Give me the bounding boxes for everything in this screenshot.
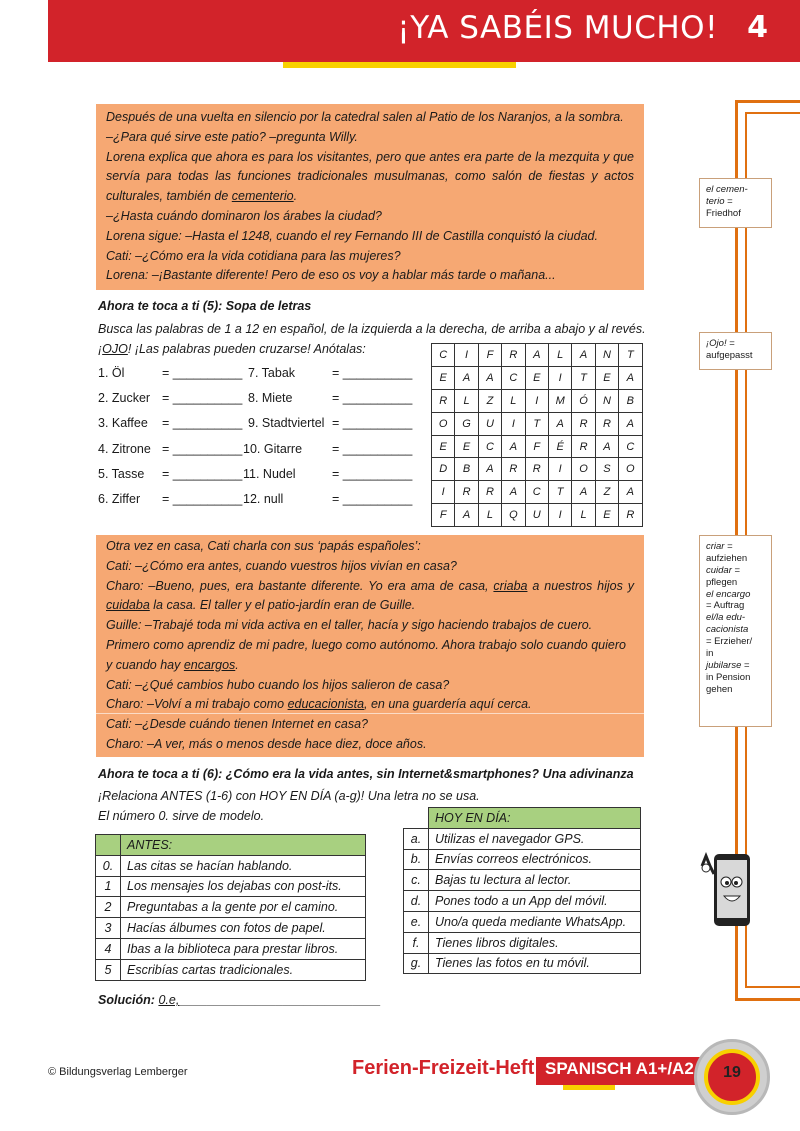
hoy-row-label: g.: [404, 953, 429, 974]
side-rail-inner-bottom: [745, 986, 800, 988]
vocab-educacionista: educacionista: [287, 697, 365, 712]
antes-row-label: 2: [96, 897, 121, 918]
hoy-row-text: Bajas tu lectura al lector.: [429, 870, 641, 891]
exercise-6-instructions: ¡Relaciona ANTES (1-6) con HOY EN DÍA (a-g)! Una letra no se usa.: [98, 789, 480, 803]
grid-cell[interactable]: B: [455, 458, 478, 481]
hoy-row-text: Envías correos electrónicos.: [429, 849, 641, 870]
grid-cell[interactable]: F: [525, 435, 548, 458]
grid-cell[interactable]: B: [619, 389, 642, 412]
grid-cell[interactable]: R: [478, 481, 501, 504]
hoy-row: [404, 932, 641, 953]
antes-row-text: Los mensajes los dejabas con post-its.: [121, 876, 366, 897]
grid-cell[interactable]: A: [502, 435, 525, 458]
hoy-header-row: [404, 808, 641, 829]
vocab-note-cementerio: el cemen- terio = Friedhof: [699, 178, 772, 228]
answer-blank[interactable]: = __________: [162, 416, 243, 430]
grid-row: [432, 504, 643, 527]
side-rail-inner-top: [745, 112, 800, 114]
grid-cell[interactable]: R: [525, 458, 548, 481]
hoy-header: HOY EN DÍA:: [429, 808, 641, 829]
hoy-row-text: Tienes libros digitales.: [429, 932, 641, 953]
antes-row-text: Hacías álbumes con fotos de papel.: [121, 918, 366, 939]
grid-cell[interactable]: I: [548, 366, 571, 389]
grid-cell[interactable]: T: [548, 481, 571, 504]
hoy-row-text: Utilizas el navegador GPS.: [429, 828, 641, 849]
grid-cell[interactable]: É: [548, 435, 571, 458]
grid-cell[interactable]: A: [478, 458, 501, 481]
grid-cell[interactable]: C: [619, 435, 642, 458]
grid-cell[interactable]: E: [455, 435, 478, 458]
grid-row: [432, 366, 643, 389]
chapter-number: 4: [747, 10, 768, 45]
grid-cell[interactable]: L: [502, 389, 525, 412]
grid-cell[interactable]: N: [595, 389, 618, 412]
vocab-note-box2: criar = aufziehen cuidar = pflegen el encargo = Auftrag el/la edu- cacionista = Erzieher/ in jubilarse = in Pension gehen: [699, 535, 772, 727]
antes-row-label: 0.: [96, 855, 121, 876]
vocab-cementerio: cementerio: [231, 189, 294, 204]
answer-blank[interactable]: = __________: [332, 467, 413, 481]
smartphone-mascot-icon: [700, 852, 752, 928]
hoy-row: [404, 911, 641, 932]
series-title: Ferien-Freizeit-Heft: [352, 1057, 535, 1079]
answer-blank[interactable]: = __________: [162, 442, 243, 456]
grid-cell[interactable]: Q: [502, 504, 525, 527]
hoy-row: [404, 828, 641, 849]
grid-cell[interactable]: D: [432, 458, 455, 481]
grid-cell[interactable]: I: [432, 481, 455, 504]
antes-row-text: Ibas a la biblioteca para prestar libros.: [121, 938, 366, 959]
hoy-row: [404, 849, 641, 870]
grid-row: [432, 389, 643, 412]
grid-cell[interactable]: R: [572, 435, 595, 458]
vocab-cuidaba: cuidaba: [106, 598, 150, 613]
grid-cell[interactable]: A: [619, 366, 642, 389]
vocab-note-ojo: ¡Ojo! = aufgepasst: [699, 332, 772, 370]
grid-cell[interactable]: R: [595, 412, 618, 435]
grid-cell[interactable]: A: [619, 412, 642, 435]
grid-cell[interactable]: Z: [478, 389, 501, 412]
box-divider: [96, 713, 644, 714]
grid-cell[interactable]: L: [478, 504, 501, 527]
antes-header-row: [96, 835, 366, 856]
grid-cell[interactable]: C: [478, 435, 501, 458]
grid-cell[interactable]: C: [432, 344, 455, 367]
hoy-row-text: Uno/a queda mediante WhatsApp.: [429, 911, 641, 932]
antes-row: [96, 959, 366, 980]
grid-cell[interactable]: O: [432, 412, 455, 435]
grid-cell[interactable]: L: [455, 389, 478, 412]
grid-cell[interactable]: R: [619, 504, 642, 527]
answer-blank[interactable]: = __________: [162, 391, 243, 405]
antes-table: [95, 834, 366, 981]
grid-row: [432, 481, 643, 504]
answer-blank[interactable]: = __________: [332, 492, 413, 506]
exercise-6-model-note: El número 0. sirve de modelo.: [98, 809, 265, 823]
antes-row: [96, 918, 366, 939]
grid-row: [432, 412, 643, 435]
answer-blank[interactable]: = __________: [162, 366, 243, 380]
solution-value: 0.e,: [158, 993, 180, 1007]
hoy-row-label: d.: [404, 891, 429, 912]
grid-cell[interactable]: A: [595, 435, 618, 458]
exercise-6-title: Ahora te toca a ti (6): ¿Cómo era la vida antes, sin Internet&smartphones? Una adivinanza: [98, 767, 634, 781]
antes-row-label: 1: [96, 876, 121, 897]
antes-row-label: 3: [96, 918, 121, 939]
grid-cell[interactable]: Z: [595, 481, 618, 504]
grid-row: [432, 435, 643, 458]
grid-cell[interactable]: S: [595, 458, 618, 481]
hoy-row-text: Pones todo a un App del móvil.: [429, 891, 641, 912]
hoy-row-label: f.: [404, 932, 429, 953]
grid-cell[interactable]: N: [595, 344, 618, 367]
grid-cell[interactable]: A: [478, 366, 501, 389]
answer-blank[interactable]: = __________: [332, 442, 413, 456]
grid-cell[interactable]: F: [432, 504, 455, 527]
answer-blank[interactable]: = __________: [162, 467, 243, 481]
antes-row: [96, 938, 366, 959]
level-label: SPANISCH A1+/A2: [545, 1059, 694, 1078]
grid-cell[interactable]: L: [572, 504, 595, 527]
side-rail-bottom: [735, 998, 800, 1001]
grid-row: [432, 458, 643, 481]
vocab-criaba: criaba: [493, 578, 528, 593]
antes-row-text: Escribías cartas tradicionales.: [121, 959, 366, 980]
grid-cell[interactable]: A: [572, 344, 595, 367]
hoy-row-label: a.: [404, 828, 429, 849]
hoy-row-label: c.: [404, 870, 429, 891]
grid-cell[interactable]: I: [548, 458, 571, 481]
grid-cell[interactable]: A: [525, 344, 548, 367]
answer-blank[interactable]: = __________: [332, 391, 413, 405]
antes-row-text: Preguntabas a la gente por el camino.: [121, 897, 366, 918]
grid-cell[interactable]: F: [478, 344, 501, 367]
grid-row: [432, 344, 643, 367]
antes-row: [96, 897, 366, 918]
page-number: 19: [723, 1064, 741, 1081]
grid-cell[interactable]: E: [432, 366, 455, 389]
antes-row: [96, 876, 366, 897]
footer-accent-stripe: [563, 1085, 615, 1090]
grid-cell[interactable]: M: [548, 389, 571, 412]
grid-cell[interactable]: L: [548, 344, 571, 367]
grid-cell[interactable]: C: [502, 366, 525, 389]
grid-cell[interactable]: T: [525, 412, 548, 435]
hoy-table: [403, 807, 641, 974]
hoy-row-text: Tienes las fotos en tu móvil.: [429, 953, 641, 974]
word-search-grid[interactable]: [431, 343, 643, 527]
grid-cell[interactable]: G: [455, 412, 478, 435]
grid-cell[interactable]: A: [502, 481, 525, 504]
hoy-row: [404, 870, 641, 891]
grid-cell[interactable]: I: [455, 344, 478, 367]
antes-row-label: 4: [96, 938, 121, 959]
grid-cell[interactable]: A: [455, 366, 478, 389]
grid-cell[interactable]: I: [548, 504, 571, 527]
grid-cell[interactable]: I: [502, 412, 525, 435]
vocab-encargos: encargos: [183, 657, 236, 672]
exercise-5-instructions: Busca las palabras de 1 a 12 en español, de la izquierda a la derecha, de arriba a abajo y al revés.: [98, 322, 646, 336]
answer-blank[interactable]: = __________: [162, 492, 243, 506]
grid-cell[interactable]: A: [619, 481, 642, 504]
antes-header: ANTES:: [121, 835, 366, 856]
grid-cell[interactable]: T: [572, 366, 595, 389]
page-title: ¡YA SABÉIS MUCHO!: [397, 10, 718, 46]
exercise-5-title: Ahora te toca a ti (5): Sopa de letras: [98, 299, 312, 313]
grid-cell[interactable]: E: [432, 435, 455, 458]
grid-cell[interactable]: C: [525, 481, 548, 504]
reading-box-cathedral: Después de una vuelta en silencio por la catedral salen al Patio de los Naranjos, a la sombra. –¿Para qué sirve este patio? –pregunta Willy. Lorena explica que ahora es para los visitantes, pero que antes era parte de la mezquita y que servía para todas las funciones tradicionales musulmanas, como salón de fiestas y actos culturales, también de cementerio. –¿Hasta cuándo dominaron los árabes la ciudad? Lorena sigue: –Hasta el 1248, cuando el rey Fernando III de Castilla conquistó la ciudad. Cati: –¿Cómo era la vida cotidiana para las mujeres? Lorena: –¡Bastante diferente! Pero de eso os voy a hablar más tarde o mañana...: [96, 104, 644, 290]
grid-cell[interactable]: E: [595, 504, 618, 527]
solution-line[interactable]: Solución: 0.e,_____________________________: [98, 993, 381, 1007]
solution-label: Solución:: [98, 993, 155, 1007]
antes-row: [96, 855, 366, 876]
grid-cell[interactable]: O: [619, 458, 642, 481]
grid-cell[interactable]: E: [525, 366, 548, 389]
hoy-row: [404, 891, 641, 912]
grid-cell[interactable]: A: [548, 412, 571, 435]
grid-cell[interactable]: R: [572, 412, 595, 435]
grid-cell[interactable]: T: [619, 344, 642, 367]
hoy-row-label: e.: [404, 911, 429, 932]
grid-cell[interactable]: O: [572, 458, 595, 481]
hoy-row-label: b.: [404, 849, 429, 870]
antes-row-text: Las citas se hacían hablando.: [121, 855, 366, 876]
grid-cell[interactable]: R: [502, 458, 525, 481]
side-rail-top: [735, 100, 800, 103]
reading-box-family: Otra vez en casa, Cati charla con sus ‘papás españoles’: Cati: –¿Cómo era antes, cuando vuestros hijos vivían en casa? Charo: –Bueno, pues, era bastante diferente. Yo era ama de casa, criaba a nuestros hijos y cuidaba la casa. El taller y el patio-jardín eran de Guille. Guille: –Trabajé toda mi vida activa en el taller, hacía y sigo haciendo trabajos de cuero. Primero como aprendiz de mi padre, luego como autónomo. Ahora trabajo solo cuando quiero y cuando hay encargos. Cati: –¿Qué cambios hubo cuando los hijos salieron de casa? Charo: –Volví a mi trabajo como educacionista, en una guardería aquí cerca. Cati: –¿Desde cuándo tienen Internet en casa? Charo: –A ver, más o menos desde hace diez, doce años.: [96, 535, 644, 757]
exercise-5-ojo-line: ¡OJO! ¡Las palabras pueden cruzarse! Anótalas:: [98, 342, 366, 356]
grid-cell[interactable]: R: [455, 481, 478, 504]
grid-cell[interactable]: R: [432, 389, 455, 412]
antes-row-label: 5: [96, 959, 121, 980]
hoy-row: [404, 953, 641, 974]
grid-cell[interactable]: U: [478, 412, 501, 435]
header-accent-stripe: [283, 62, 516, 68]
grid-cell[interactable]: Ó: [572, 389, 595, 412]
grid-cell[interactable]: E: [595, 366, 618, 389]
copyright: © Bildungsverlag Lemberger: [48, 1066, 188, 1078]
grid-cell[interactable]: U: [525, 504, 548, 527]
grid-cell[interactable]: R: [502, 344, 525, 367]
answer-blank[interactable]: = __________: [332, 366, 413, 380]
answer-blank[interactable]: = __________: [332, 416, 413, 430]
grid-cell[interactable]: A: [572, 481, 595, 504]
grid-cell[interactable]: I: [525, 389, 548, 412]
grid-cell[interactable]: A: [455, 504, 478, 527]
